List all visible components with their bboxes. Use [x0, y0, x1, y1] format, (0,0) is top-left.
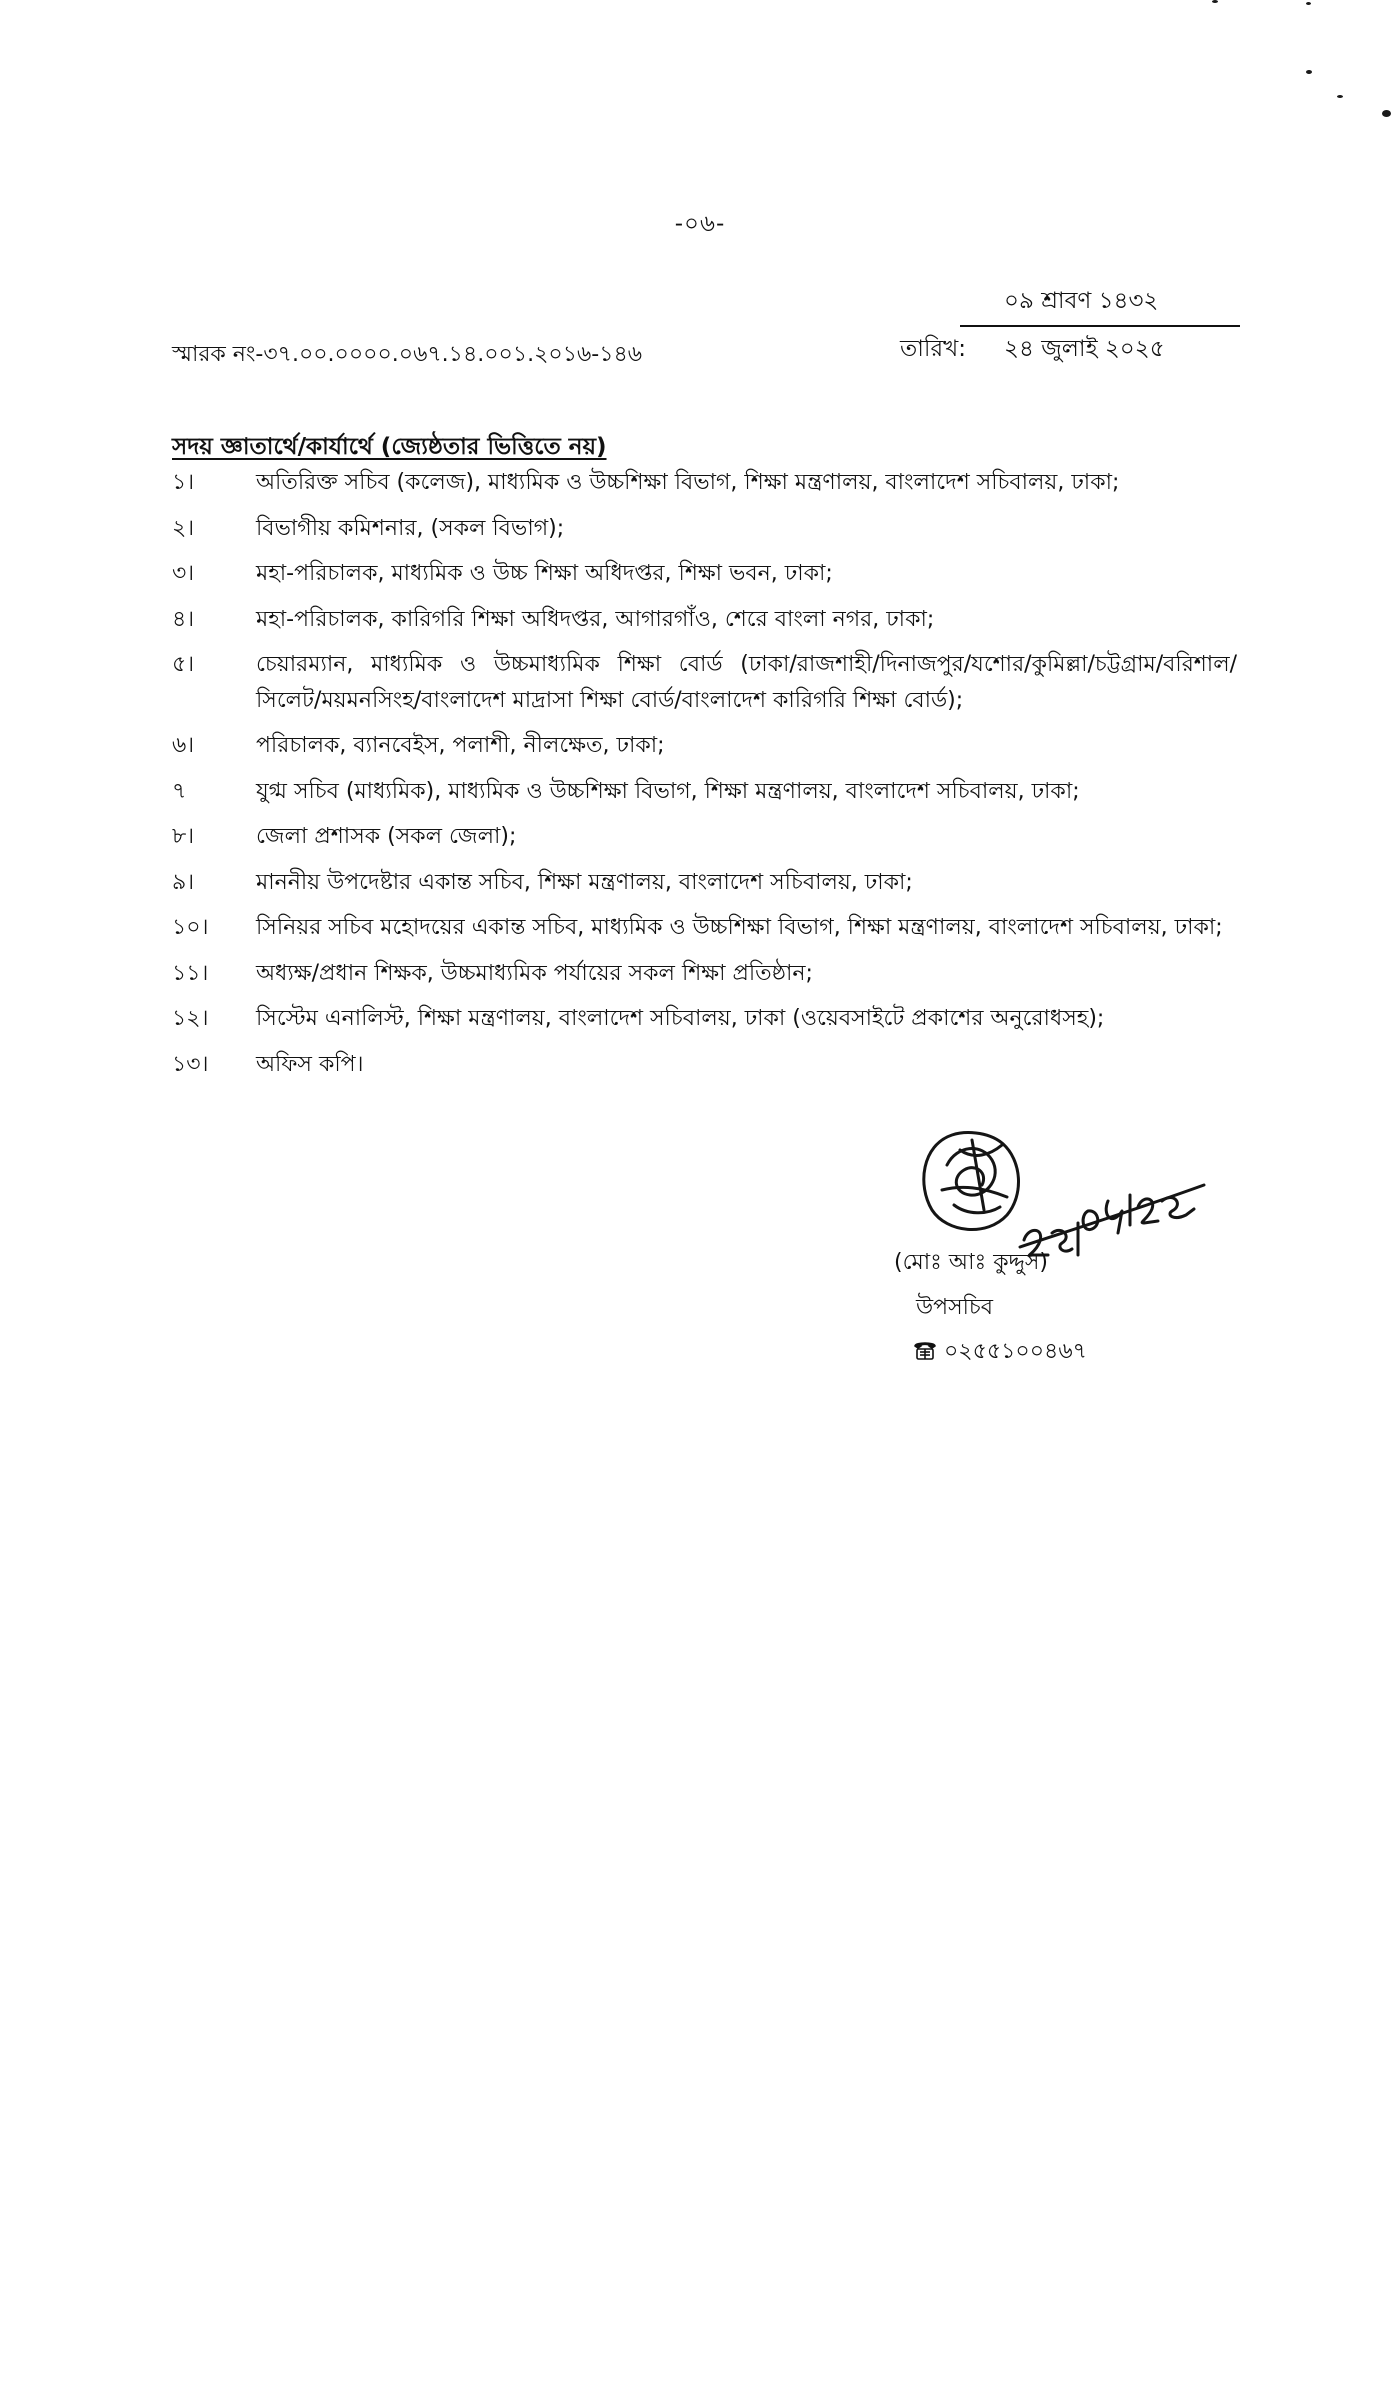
distribution-item: [172, 647, 1237, 718]
date-label: তারিখ:: [900, 336, 967, 362]
date-row: [900, 330, 1165, 369]
distribution-item-text: অতিরিক্ত সচিব (কলেজ), মাধ্যমিক ও উচ্চশিক্ষা বিভাগ, শিক্ষা মন্ত্রণালয়, বাংলাদেশ সচিবালয়, ঢাকা;: [256, 470, 1120, 495]
distribution-item: [172, 602, 1237, 638]
handwritten-signature: [912, 1115, 1212, 1265]
distribution-item-text: চেয়ারম্যান, মাধ্যমিক ও উচ্চমাধ্যমিক শিক্ষা বোর্ড (ঢাকা/রাজশাহী/দিনাজপুর/যশোর/কুমিল্লা/চট্টগ্রাম/বরিশাল/সিলেট/ময়মনসিংহ/বাংলাদেশ মাদ্রাসা শিক্ষা বোর্ড/বাংলাদেশ কারিগরি শিক্ষা বোর্ড);: [256, 652, 1237, 713]
distribution-list: [172, 465, 1237, 1092]
signature-drawing: [912, 1115, 1212, 1265]
distribution-item-number: ৫।: [172, 652, 195, 677]
distribution-item-number: ৪।: [172, 606, 195, 632]
distribution-item: [172, 556, 1237, 592]
distribution-item-text: সিনিয়র সচিব মহোদয়ের একান্ত সচিব, মাধ্যমিক ও উচ্চশিক্ষা বিভাগ, শিক্ষা মন্ত্রণালয়, বাংলাদেশ সচিবালয়, ঢাকা;: [256, 915, 1223, 940]
signatory-phone: ০২৫৫১০০৪৬৭: [944, 1339, 1087, 1364]
distribution-item: [172, 774, 1237, 810]
distribution-item-number: ২।: [172, 515, 195, 541]
distribution-item-number: ১০।: [172, 915, 209, 940]
date-gregorian: ২৪ জুলাই ২০২৫: [1004, 336, 1165, 362]
distribution-item: [172, 819, 1237, 855]
distribution-item-number: ৩।: [172, 561, 195, 586]
scan-speck: [1337, 95, 1343, 98]
distribution-item-text: সিস্টেম এনালিস্ট, শিক্ষা মন্ত্রণালয়, বাংলাদেশ সচিবালয়, ঢাকা (ওয়েবসাইটে প্রকাশের অনুরোধসহ);: [256, 1006, 1105, 1031]
memo-number: স্মারক নং-৩৭.০০.০০০০.০৬৭.১৪.০০১.২০১৬-১৪৬: [172, 342, 643, 367]
signatory-designation: উপসচিব: [916, 1295, 994, 1320]
distribution-item: [172, 728, 1237, 764]
distribution-item: [172, 865, 1237, 901]
distribution-item-number: ৯।: [172, 869, 195, 895]
telephone-icon: [912, 1339, 938, 1361]
distribution-item: [172, 511, 1237, 547]
distribution-item: [172, 910, 1237, 946]
distribution-item-text: পরিচালক, ব্যানবেইস, পলাশী, নীলক্ষেত, ঢাকা;: [256, 733, 665, 758]
distribution-item-text: মহা-পরিচালক, কারিগরি শিক্ষা অধিদপ্তর, আগারগাঁও, শেরে বাংলা নগর, ঢাকা;: [256, 606, 935, 632]
signatory-phone-line: [912, 1334, 1087, 1371]
scan-speck: [1306, 70, 1312, 74]
distribution-item-number: ১২।: [172, 1006, 209, 1031]
scan-speck: [1306, 2, 1311, 5]
distribution-item-text: অধ্যক্ষ/প্রধান শিক্ষক, উচ্চমাধ্যমিক পর্যায়ের সকল শিক্ষা প্রতিষ্ঠান;: [256, 960, 813, 986]
distribution-item-text: অফিস কপি।: [256, 1051, 364, 1077]
distribution-item-text: জেলা প্রশাসক (সকল জেলা);: [256, 824, 517, 849]
scan-speck: [1212, 0, 1218, 3]
distribution-item-number: ৭: [172, 778, 187, 804]
date-bengali: ০৯ শ্রাবণ ১৪৩২: [960, 282, 1240, 327]
distribution-item-text: যুগ্ম সচিব (মাধ্যমিক), মাধ্যমিক ও উচ্চশিক্ষা বিভাগ, শিক্ষা মন্ত্রণালয়, বাংলাদেশ সচিবালয়, ঢাকা;: [256, 778, 1080, 804]
distribution-item-text: মাননীয় উপদেষ্টার একান্ত সচিব, শিক্ষা মন্ত্রণালয়, বাংলাদেশ সচিবালয়, ঢাকা;: [256, 869, 913, 895]
distribution-item: [172, 465, 1237, 501]
distribution-item-number: ৬।: [172, 733, 195, 758]
distribution-heading: সদয় জ্ঞাতার্থে/কার্যার্থে (জ্যেষ্ঠতার ভিত্তিতে নয়): [172, 434, 607, 460]
distribution-item: [172, 1047, 1237, 1083]
date-block: [960, 282, 1240, 327]
distribution-item-number: ১৩।: [172, 1051, 209, 1077]
distribution-item-text: বিভাগীয় কমিশনার, (সকল বিভাগ);: [256, 515, 565, 541]
scan-speck: [1382, 110, 1391, 117]
distribution-item-number: ৮।: [172, 824, 195, 849]
distribution-item-text: মহা-পরিচালক, মাধ্যমিক ও উচ্চ শিক্ষা অধিদপ্তর, শিক্ষা ভবন, ঢাকা;: [256, 561, 833, 586]
signatory-name: (মোঃ আঃ কুদ্দুস): [894, 1250, 1048, 1275]
distribution-item-number: ১।: [172, 470, 195, 495]
distribution-item-number: ১১।: [172, 960, 209, 986]
distribution-item: [172, 1001, 1237, 1037]
scan-marks: [0, 0, 1400, 140]
page-number: -০৬-: [674, 211, 726, 237]
distribution-item: [172, 956, 1237, 992]
